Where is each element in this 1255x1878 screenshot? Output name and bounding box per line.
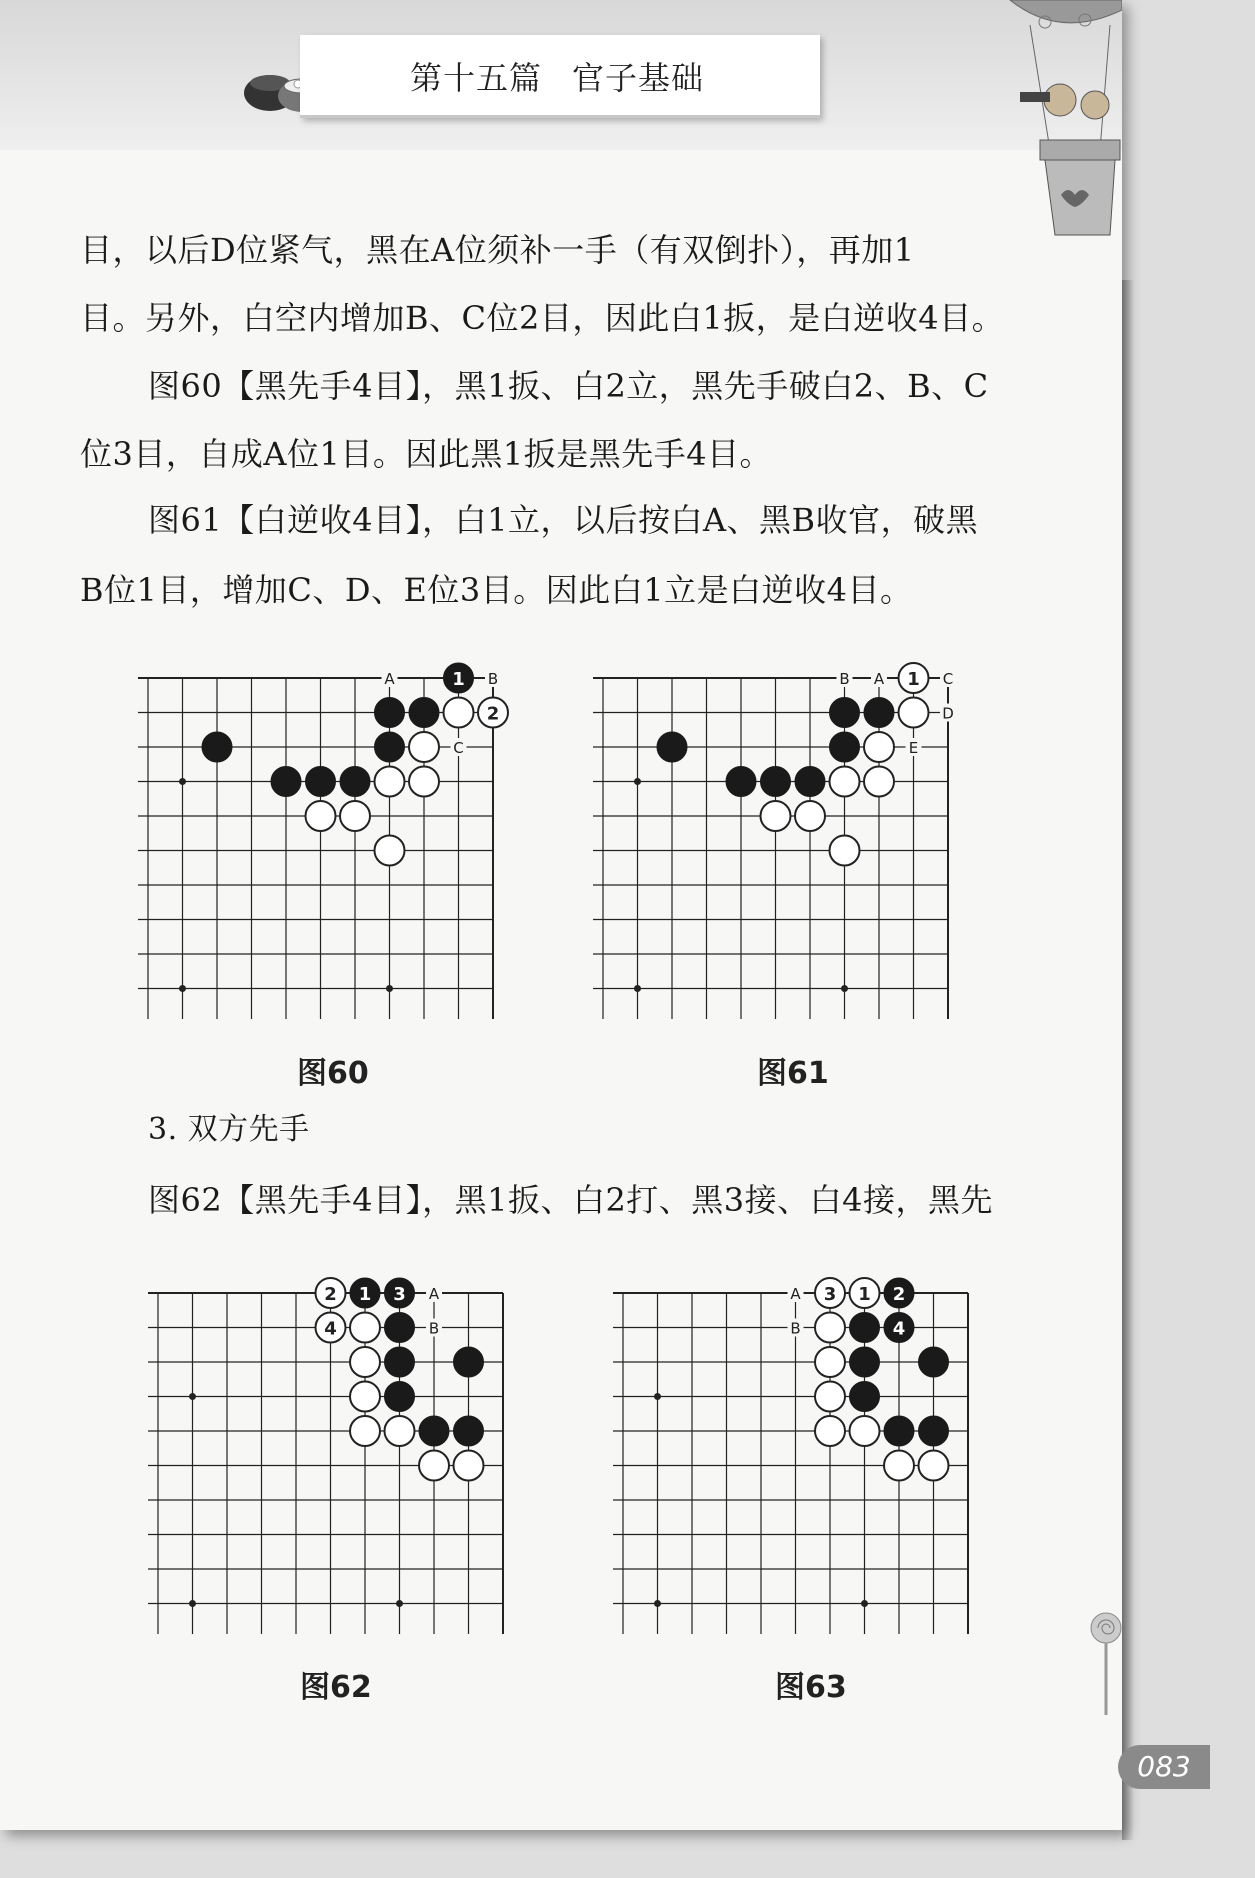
page-edge-shadow xyxy=(1122,280,1134,1840)
page-number: 083 xyxy=(1118,1745,1210,1789)
white-stone xyxy=(444,698,474,728)
black-stone xyxy=(795,767,825,797)
chapter-title xyxy=(410,53,704,99)
white-stone xyxy=(454,1451,484,1481)
paragraph-5: 图61【白逆收4目】，白1立，以后按白A、黑B收官，破黑 xyxy=(148,501,979,539)
black-stone xyxy=(830,698,860,728)
black-stone xyxy=(850,1382,880,1412)
black-stone xyxy=(340,767,370,797)
point-letter-b: B xyxy=(428,1319,440,1338)
white-stone xyxy=(864,767,894,797)
black-stone xyxy=(375,732,405,762)
hot-air-balloon-illustration xyxy=(1000,0,1122,250)
white-stone xyxy=(815,1416,845,1446)
chapter-header xyxy=(300,35,820,118)
point-letter-b: B xyxy=(487,670,499,688)
caption-figure-61: 图61 xyxy=(757,1056,829,1091)
star-point xyxy=(634,985,641,992)
white-stone xyxy=(350,1347,380,1377)
white-stone xyxy=(350,1416,380,1446)
stone-number: 2 xyxy=(486,703,500,725)
go-diagram-62 xyxy=(140,1275,540,1645)
star-point xyxy=(179,778,186,785)
paragraph-4: 位3目，自成A位1目。因此黑1扳是黑先手4目。 xyxy=(80,435,773,473)
star-point xyxy=(396,1600,403,1607)
black-stone xyxy=(385,1347,415,1377)
black-stone xyxy=(884,1416,914,1446)
black-stone xyxy=(919,1416,949,1446)
stone-number: 2 xyxy=(892,1284,906,1305)
white-stone xyxy=(350,1313,380,1343)
star-point xyxy=(386,985,393,992)
star-point xyxy=(841,985,848,992)
stone-number: 3 xyxy=(393,1284,406,1305)
black-stone xyxy=(306,767,336,797)
black-stone xyxy=(919,1347,949,1377)
white-stone xyxy=(815,1382,845,1412)
white-stone xyxy=(815,1347,845,1377)
white-stone xyxy=(830,767,860,797)
white-stone xyxy=(375,767,405,797)
white-stone xyxy=(385,1416,415,1446)
black-stone xyxy=(454,1416,484,1446)
go-diagram-61 xyxy=(585,660,985,1030)
stone-number: 4 xyxy=(892,1318,906,1340)
point-letter-a: A xyxy=(873,670,885,688)
black-stone xyxy=(419,1416,449,1446)
white-stone xyxy=(830,836,860,866)
black-stone xyxy=(385,1313,415,1343)
star-point xyxy=(189,1600,196,1607)
white-stone xyxy=(409,767,439,797)
point-letter-b: B xyxy=(839,670,850,688)
white-stone xyxy=(761,801,791,831)
white-stone xyxy=(884,1451,914,1481)
black-stone xyxy=(657,732,687,762)
stone-number: 1 xyxy=(358,1284,372,1305)
black-stone xyxy=(385,1382,415,1412)
paragraph-7: 图62【黑先手4目】，黑1扳、白2打、黑3接、白4接，黑先 xyxy=(148,1181,994,1219)
black-stone xyxy=(830,732,860,762)
black-stone xyxy=(726,767,756,797)
black-stone xyxy=(409,698,439,728)
white-stone xyxy=(306,801,336,831)
point-letter-e: E xyxy=(908,739,919,757)
point-letter-d: D xyxy=(942,704,954,723)
point-letter-b: B xyxy=(790,1319,801,1338)
black-stone xyxy=(454,1347,484,1377)
stone-number: 1 xyxy=(452,669,465,690)
white-stone xyxy=(350,1382,380,1412)
black-stone xyxy=(375,698,405,728)
paragraph-1: 目，以后D位紧气，黑在A位须补一手（有双倒扑），再加1 xyxy=(80,231,915,269)
white-stone xyxy=(919,1451,949,1481)
point-letter-c: C xyxy=(453,739,464,757)
paragraph-2: 目。另外，白空内增加B、C位2目，因此白1扳，是白逆收4目。 xyxy=(80,299,1005,337)
black-stone xyxy=(271,767,301,797)
stone-number: 3 xyxy=(823,1284,837,1305)
star-point xyxy=(634,778,641,785)
black-stone xyxy=(864,698,894,728)
star-point xyxy=(189,1393,196,1400)
go-diagram-63 xyxy=(605,1275,1005,1645)
stone-number: 2 xyxy=(324,1284,337,1305)
black-stone xyxy=(850,1313,880,1343)
caption-figure-60: 图60 xyxy=(297,1056,369,1091)
black-stone xyxy=(850,1347,880,1377)
white-stone xyxy=(340,801,370,831)
section-heading: 3. 双方先手 xyxy=(148,1112,310,1147)
point-letter-a: A xyxy=(428,1285,440,1303)
caption-figure-63: 图63 xyxy=(775,1670,847,1705)
star-point xyxy=(861,1600,868,1607)
white-stone xyxy=(899,698,929,728)
stone-number: 1 xyxy=(907,669,920,690)
white-stone xyxy=(409,732,439,762)
star-point xyxy=(654,1600,661,1607)
white-stone xyxy=(419,1451,449,1481)
paragraph-6: B位1目，增加C、D、E位3目。因此白1立是白逆收4目。 xyxy=(80,571,913,609)
black-stone xyxy=(761,767,791,797)
point-letter-a: A xyxy=(384,670,395,688)
point-letter-c: C xyxy=(942,670,954,688)
chapter-name: 官子基础 xyxy=(572,59,705,97)
stone-number: 1 xyxy=(858,1284,871,1305)
star-point xyxy=(654,1393,661,1400)
white-stone xyxy=(850,1416,880,1446)
caption-figure-62: 图62 xyxy=(300,1670,372,1705)
lollipop-decoration xyxy=(1090,1600,1122,1720)
black-stone xyxy=(202,732,232,762)
point-letter-a: A xyxy=(790,1285,801,1303)
go-diagram-60 xyxy=(130,660,530,1030)
paragraph-3: 图60【黑先手4目】，黑1扳、白2立，黑先手破白2、B、C xyxy=(148,367,989,405)
star-point xyxy=(179,985,186,992)
white-stone xyxy=(375,836,405,866)
white-stone xyxy=(815,1313,845,1343)
stone-number: 4 xyxy=(324,1318,337,1340)
white-stone xyxy=(795,801,825,831)
white-stone xyxy=(864,732,894,762)
chapter-number: 第十五篇 xyxy=(410,59,543,97)
